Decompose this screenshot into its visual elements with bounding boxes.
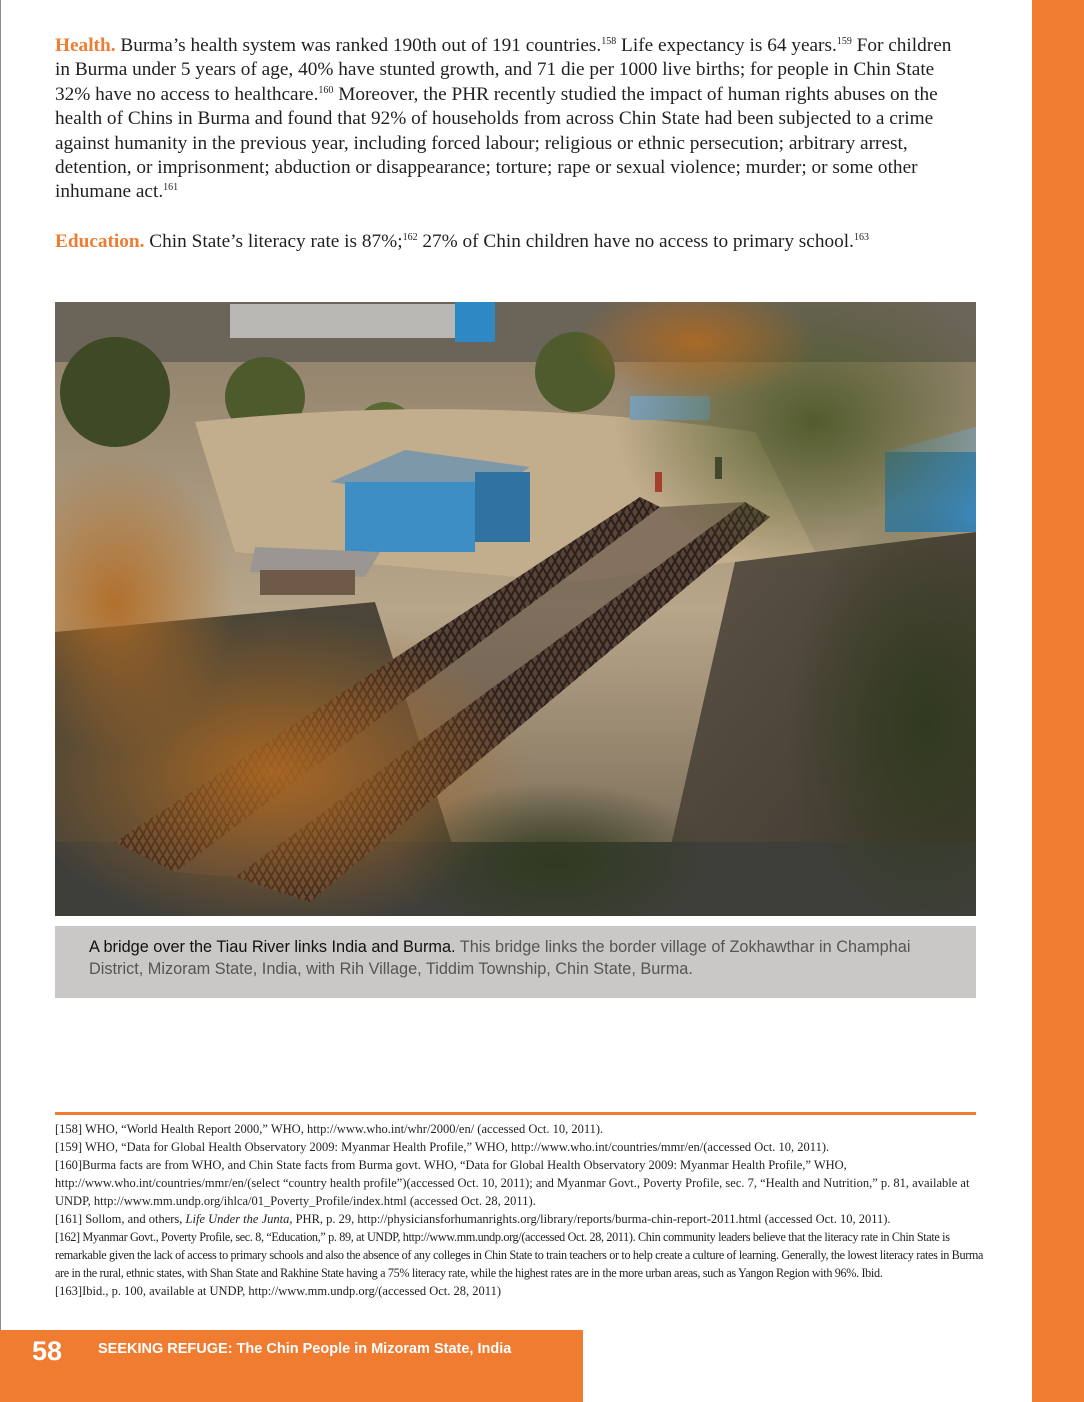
footnote-divider [55, 1112, 976, 1115]
footnote-ref-159: 159 [836, 36, 852, 47]
education-heading: Education. [55, 231, 145, 252]
page-edge-rule [0, 0, 1, 1330]
caption-body: This bridge links the border village of Zokhawthar in Champhai District, Mizoram State, India, with Rih Village, Tiddim Township, Chin State, Burma. [89, 938, 911, 978]
bridge-photo [55, 302, 976, 916]
footnote-ref-162: 162 [402, 232, 418, 243]
footnote-158: [158] WHO, “World Health Report 2000,” WHO, http://www.who.int/whr/2000/en/ (accessed Oct. 10, 2011). [55, 1122, 604, 1136]
footnote-ref-163: 163 [853, 232, 869, 243]
page-number: 58 [32, 1336, 63, 1366]
footnote-160: [160]Burma facts are from WHO, and Chin State facts from Burma govt. WHO, “Data for Global Health Observatory 2009: Myanmar Health Profile,” WHO, http://www.who.int/countries/mmr/en/(select “country health profile”)(accessed Oct. 10, 2011); and Myanmar Govt., Poverty Profile, sec. 7, “Health and Nutrition,” p. 81, available at UNDP, http://www.mm.undp.org/ihlca/01_Poverty_Profile/index.html (accessed Oct. 28, 2011). [55, 1158, 970, 1208]
footnote-ref-160: 160 [318, 84, 334, 96]
health-paragraph: Health. Burma’s health system was ranked 190th out of 191 countries.$^{158}$ Life expectancy is 64 years.$^{159}$ For children in Burma under 5 years of age, 40% have stunted growth, and 71 die per 1000 live births; for people in Chin State 32% have no access to healthcare.$^{160}$ Moreover, the PHR recently studied the impact of human rights abuses on the health of Chins in Burma and found that 92% of households from across Chin State had been subjected to a crime against humanity in the previous year, including forced labour; religious or ethnic persecution; arbitrary arrest, detention, or imprisonment; abduction or disappearance; torture; rape or sexual violence; murder; or some other inhumane act.$^{161}$ [55, 35, 952, 203]
footnote-161-title: Life Under the Junta [185, 1212, 290, 1226]
education-paragraph: Education. Chin State’s literacy rate is 87%;$^{162}$ 27% of Chin children have no access to primary school.$^{163}$ [55, 231, 869, 252]
footnote-162: [162] Myanmar Govt., Poverty Profile, sec. 8, “Education,” p. 89, at UNDP, http://www.mm.undp.org/(accessed Oct. 28, 2011). Chin community leaders believe that the literacy rate in Chin State is remarkable given the lack of access to primary schools and also the absence of any colleges in Chin State to train teachers or to help create a culture of learning. Generally, the lowest literacy rates in Burma are in the rural, ethnic states, with Shan State and Rakhine State having a 75% literacy rate, while the highest rates are in the more urban areas, such as Yangon Region with 96%. Ibid. [55, 1230, 984, 1280]
footnote-ref-158: 158 [601, 36, 617, 47]
orange-sidebar-stripe [1032, 0, 1084, 1402]
footnote-ref-161: 161 [163, 182, 179, 194]
running-title: SEEKING REFUGE: The Chin People in Mizoram State, India [98, 1341, 512, 1357]
footnote-161: [161] Sollom, and others, Life Under the Junta, PHR, p. 29, http://physiciansforhumanrights.org/library/reports/burma-chin-report-2011.html (accessed Oct. 10, 2011). [55, 1212, 891, 1226]
footnote-159: [159] WHO, “Data for Global Health Observatory 2009: Myanmar Health Profile,” WHO, http://www.who.int/countries/mmr/en/(accessed Oct. 10, 2011). [55, 1140, 830, 1154]
photo-caption [55, 926, 976, 998]
footnote-163: [163]Ibid., p. 100, available at UNDP, http://www.mm.undp.org/(accessed Oct. 28, 2011) [55, 1284, 501, 1298]
health-heading: Health. [55, 35, 116, 56]
footnotes [55, 1120, 985, 1300]
caption-lead: A bridge over the Tiau River links India and Burma. [89, 938, 456, 956]
